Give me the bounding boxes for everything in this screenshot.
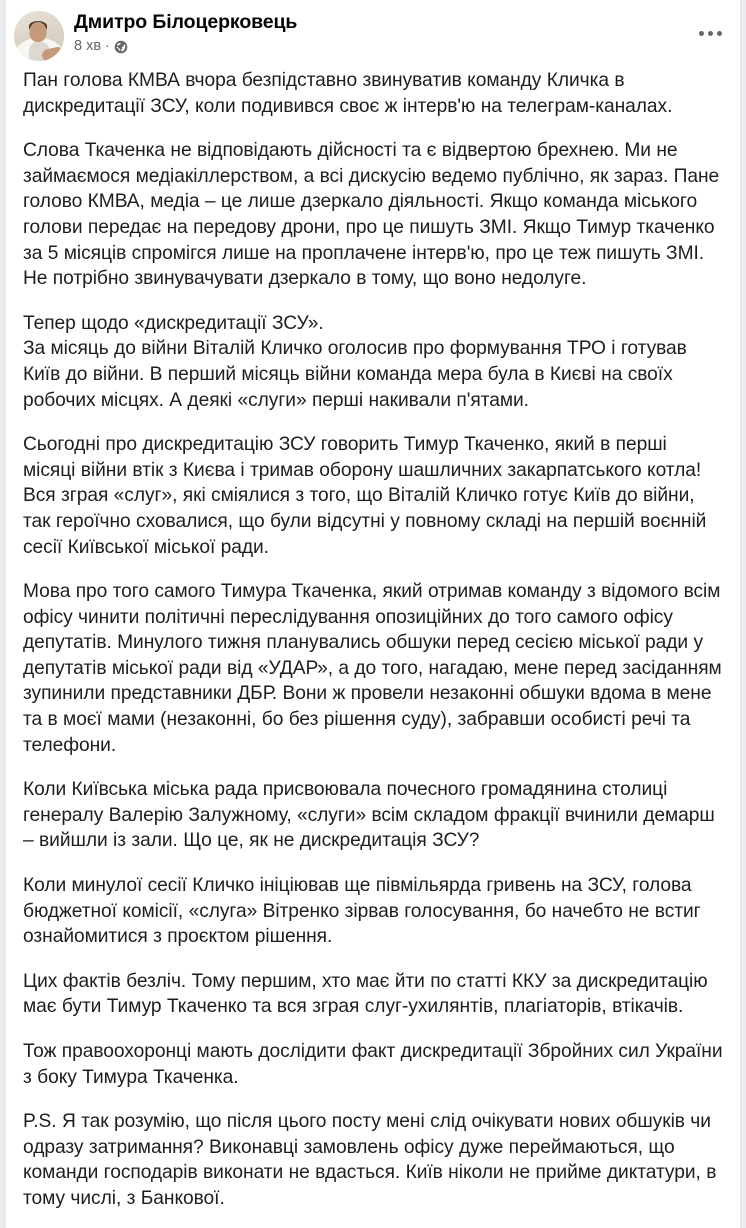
avatar-head	[30, 22, 47, 42]
post-timestamp[interactable]: 8 хв	[74, 38, 102, 54]
post-paragraph: Пан голова КМВА вчора безпідставно звинуватив команду Кличка в дискредитації ЗСУ, коли подивився своє ж інтерв'ю на телеграм-каналах.	[23, 70, 673, 117]
more-options-icon-dot	[717, 31, 722, 36]
post-options-button[interactable]	[692, 15, 728, 51]
more-options-icon-dot	[708, 31, 713, 36]
post-paragraph: Цих фактів безліч. Тому першим, хто має йти по статті ККУ за дискредитацію має бути Тимур Ткаченко та вся зграя слуг-ухилянтів, плагіаторів, втікачів.	[23, 970, 708, 1018]
author-name[interactable]: Дмитро Білоцерковець	[74, 11, 298, 33]
post-header	[6, 0, 740, 64]
post-paragraph: За місяць до війни Віталій Кличко оголосив про формування ТРО і готував Київ до війни. В перший місяць війни команда мера була в Києві на своїх робочих місцях. А деякі «слуги» перші накивали п'ятами.	[23, 338, 687, 411]
post-paragraph: Коли Київська міська рада присвоювала почесного громадянина столиці генералу Валерію Залужному, «слуги» всім складом фракції вчинили демарш – вийшли із зали. Що це, як не дискредитація ЗСУ?	[23, 779, 715, 852]
post-paragraph: Мова про того самого Тимура Ткаченка, який отримав команду з відомого всім офісу чинити політичні переслідування опозиційних до того самого офісу депутатів. Минулого тижня планувались обшуки перед сесією міської ради у депутатів міської ради від «УДАР», а до того, нагадаю, мене перед засіданням зупинили представники ДБР. Вони ж провели незаконні обшуки вдома в мене та в моєї мами (незаконні, бо без рішення суду), забравши особисті речі та телефони.	[23, 581, 722, 756]
post-paragraph: Тепер щодо «дискредитації ЗСУ».	[23, 312, 324, 334]
more-options-icon-dot	[699, 31, 704, 36]
post-header-text	[74, 9, 692, 55]
post-paragraph: Сьогодні про дискредитацію ЗСУ говорить Тимур Ткаченко, який в перші місяці війни втік з Києва і тримав оборону шашличних закарпатського котла! Вся зграя «слуг», які сміялися з того, що Віталій Кличко готує Київ до війни, так героїчно сховалися, що були відсутні у повному складі на першій воєнній сесії Київської міської ради.	[23, 434, 707, 558]
post-meta	[74, 37, 692, 55]
post-paragraph: Слова Ткаченка не відповідають дійсності та є відвертою брехнею. Ми не займаємося медіакіллерством, а всі дискусію ведемо публічно, як зараз. Пане голово КМВА, медіа – це лише дзеркало діяльності. Якщо команда міського голови передає на передову дрони, про це пишуть ЗМІ. Якщо Тимур ткаченко за 5 місяців спромігся лише на проплачене інтерв'ю, про це теж пишуть ЗМІ. Не потрібно звинувачувати дзеркало в тому, що воно недолуге.	[23, 140, 720, 290]
avatar[interactable]	[14, 11, 64, 61]
post-paragraph: Тож правоохоронці мають дослідити факт дискредитації Збройних сил України з боку Тимура Ткаченка.	[23, 1041, 723, 1088]
post-paragraph: Коли минулої сесії Кличко ініціював ще півмільярда гривень на ЗСУ, голова бюджетної комісії, «слуга» Вітренко зірвав голосування, бо начебто не встиг ознайомитися з проєктом рішення.	[23, 875, 701, 948]
post-paragraph: P.S. Я так розумію, що після цього посту мені слід очікувати нових обшуків чи одразу затримання? Виконавці замовлень офісу дуже переймаються, що команди господарів виконати не вдасться. Київ ніколи не прийме диктатури, в тому числі, з Банкової.	[23, 1111, 717, 1209]
meta-separator: ·	[105, 38, 110, 54]
facebook-post-card	[5, 0, 741, 1228]
globe-icon[interactable]	[114, 40, 128, 54]
post-body	[6, 64, 740, 1228]
